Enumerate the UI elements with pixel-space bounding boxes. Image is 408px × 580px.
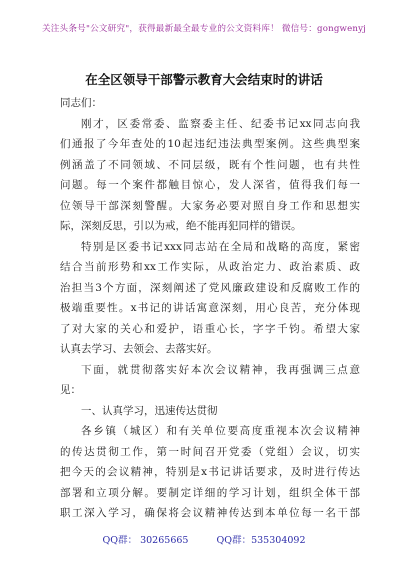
paragraph-line: 刚才，区委常委、监察委主任、纪委书记xx同志向我: [81, 117, 360, 130]
document-body: [60, 93, 360, 524]
paragraph-line: 了对大家的关心和爱护，语重心长，字字千钧。希望大家: [60, 322, 360, 335]
qq-group-1: QQ群： 30265665: [102, 535, 189, 546]
qq-group-2: QQ群：535304092: [216, 535, 306, 546]
header-watermark-note: 关注头条号"公文研究"，获得最新最全最专业的公文资料库！ 微信号：gongwenyj: [41, 24, 367, 34]
paragraph-line: 认真去学习、去领会、去落实好。: [60, 343, 218, 355]
paragraph-line: 结合当前形势和xx工作实际，从政治定力、政治素质、政: [60, 261, 360, 273]
paragraph-line: 极端重要性。x书记的讲话寓意深刻，用心良苦，充分体现: [60, 302, 360, 314]
paragraph-line: 一、认真学习，迅速传达贯彻: [81, 404, 218, 417]
paragraph-line: 例涵盖了不同领域、不同层级，既有个性问题，也有共性: [60, 158, 360, 171]
paragraph-line: 们通报了今年查处的10起违纪违法典型案例。这些典型案: [60, 138, 360, 150]
paragraph-line: 各乡镇（城区）和有关单位要高度重视本次会议精神: [81, 425, 360, 437]
paragraph-line: 的传达贯彻工作，第一时间召开党委（党组）会议，切实: [60, 445, 360, 458]
paragraph-line: 问题。每一个案件都触目惊心，发人深省，值得我们每一: [60, 179, 360, 191]
paragraph-line: 际，深刻反思，引以为戒，绝不能再犯同样的错误。: [60, 220, 302, 232]
document-title: 在全区领导干部警示教育大会结束时的讲话: [85, 72, 323, 87]
paragraph-line: 位领导干部深刻警醒。大家务必要对照自身工作和思想实: [60, 199, 360, 212]
paragraph-line: 职工深入学习，确保将会议精神传达到本单位每一名干部: [60, 507, 360, 519]
paragraph-line: 部署和立项分解。要制定详细的学习计划，组织全体干部: [60, 486, 360, 499]
paragraph-line: 同志们：: [60, 97, 102, 109]
paragraph-line: 见：: [60, 384, 81, 396]
paragraph-line: 把今天的会议精神，特别是x书记讲话要求，及时进行传达: [60, 466, 360, 478]
footer-qq-groups: [0, 532, 408, 546]
paragraph-line: 治担当3个方面，深刻阐述了党风廉政建设和反腐败工作的: [60, 281, 360, 294]
paragraph-line: 特别是区委书记xxx同志站在全局和战略的高度，紧密: [81, 240, 360, 253]
paragraph-line: 下面，就贯彻落实好本次会议精神，我再强调三点意: [81, 363, 360, 376]
